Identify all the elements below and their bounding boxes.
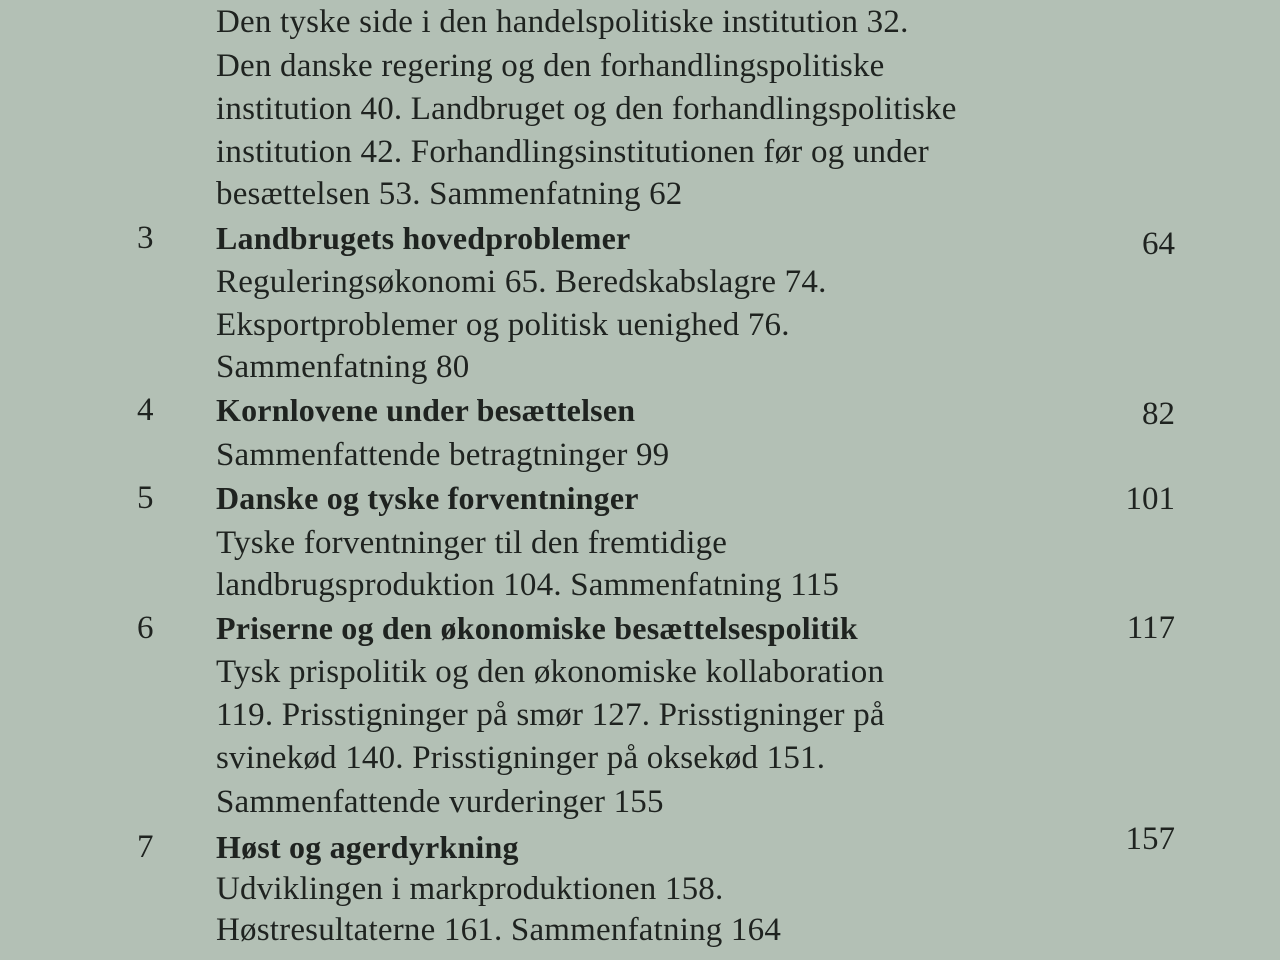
chapter-subsection-line: Høstresultaterne 161. Sammenfatning 164 [216, 912, 782, 948]
toc-top-line: institution 40. Landbruget og den forhandlingspolitiske [216, 91, 957, 127]
chapter-page-number: 101 [1125, 481, 1175, 517]
chapter-subsection-line: Tyske forventninger til den fremtidige [216, 525, 728, 561]
chapter-subsection-line: landbrugsproduktion 104. Sammenfatning 115 [216, 567, 840, 603]
chapter-title: Høst og agerdyrkning [216, 829, 519, 865]
chapter-number: 7 [137, 829, 154, 865]
chapter-number: 3 [137, 220, 154, 256]
chapter-subsection-line: Sammenfatning 80 [216, 349, 470, 385]
chapter-title: Landbrugets hovedproblemer [216, 220, 631, 256]
chapter-title: Kornlovene under besættelsen [216, 392, 636, 428]
chapter-page-number: 82 [1142, 396, 1175, 432]
chapter-subsection-line: Sammenfattende betragtninger 99 [216, 437, 670, 473]
chapter-subsection-line: Reguleringsøkonomi 65. Beredskabslagre 74. [216, 264, 827, 300]
chapter-subsection-line: Udviklingen i markproduktionen 158. [216, 871, 724, 907]
chapter-title: Priserne og den økonomiske besættelsespolitik [216, 610, 858, 646]
toc-top-line: institution 42. Forhandlingsinstitutionen før og under [216, 134, 929, 170]
chapter-title: Danske og tyske forventninger [216, 480, 639, 516]
chapter-page-number: 117 [1126, 610, 1175, 646]
chapter-subsection-line: Tysk prispolitik og den økonomiske kollaboration [216, 654, 885, 690]
toc-top-line: besættelsen 53. Sammenfatning 62 [216, 176, 683, 212]
toc-top-line: Den tyske side i den handelspolitiske institution 32. [216, 4, 909, 40]
chapter-subsection-line: svinekød 140. Prisstigninger på oksekød 151. [216, 740, 826, 776]
chapter-page-number: 157 [1125, 821, 1175, 857]
toc-top-line: Den danske regering og den forhandlingspolitiske [216, 48, 885, 84]
chapter-number: 6 [137, 610, 154, 646]
chapter-subsection-line: Eksportproblemer og politisk uenighed 76. [216, 307, 790, 343]
chapter-number: 4 [137, 392, 154, 428]
chapter-subsection-line: 119. Prisstigninger på smør 127. Prisstigninger på [216, 697, 885, 733]
chapter-page-number: 64 [1142, 226, 1175, 262]
chapter-number: 5 [137, 480, 154, 516]
chapter-subsection-line: Sammenfattende vurderinger 155 [216, 784, 664, 820]
